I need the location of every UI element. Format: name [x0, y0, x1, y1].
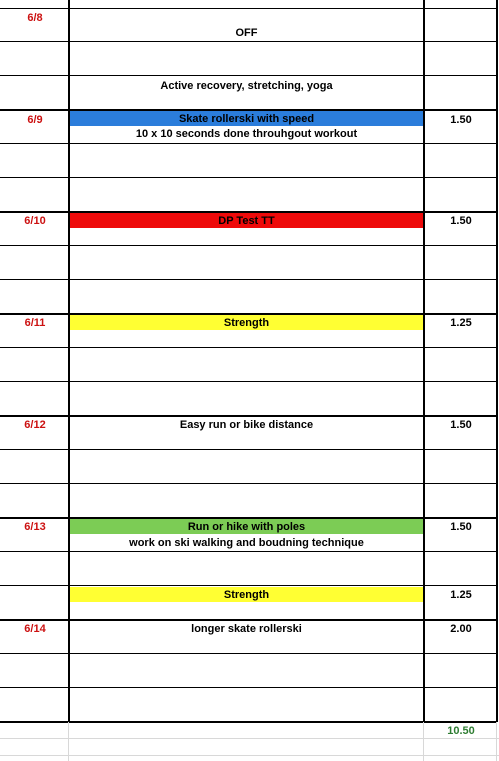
grid-line [0, 483, 497, 484]
date-cell: 6/11 [24, 317, 46, 329]
hours-cell: 1.25 [450, 317, 472, 329]
activity-cell: Strength [223, 589, 270, 601]
grid-line [0, 687, 497, 688]
grid-line [0, 551, 497, 552]
faint-grid-line [0, 738, 499, 739]
grid-line [0, 41, 497, 42]
grid-line [0, 279, 497, 280]
grid-line [0, 381, 497, 382]
activity-cell: longer skate rollerski [191, 623, 302, 635]
date-cell: 6/14 [24, 623, 46, 635]
hours-cell: 1.50 [450, 215, 472, 227]
activity-cell: Run or hike with poles [187, 521, 306, 533]
activity-cell: Active recovery, stretching, yoga [160, 80, 333, 92]
grid-line [0, 619, 497, 621]
grid-line [0, 449, 497, 450]
hours-cell: 1.25 [450, 589, 472, 601]
hours-cell: 1.50 [450, 114, 472, 126]
date-cell: 6/12 [24, 419, 46, 431]
date-cell: 6/8 [27, 12, 43, 24]
activity-cell: 10 x 10 seconds done throuhgout workout [135, 128, 358, 140]
date-cell: 6/10 [24, 215, 46, 227]
activity-cell: work on ski walking and boudning technique [129, 537, 364, 549]
hours-cell: 1.50 [450, 419, 472, 431]
activity-cell: Skate rollerski with speed [178, 113, 315, 125]
activity-cell: Easy run or bike distance [179, 419, 314, 431]
grid-line [0, 177, 497, 178]
hours-cell: 2.00 [450, 623, 472, 635]
activity-cell: DP Test TT [218, 215, 275, 227]
date-cell: 6/9 [27, 114, 43, 126]
activity-cell: OFF [235, 27, 258, 39]
faint-grid-line [68, 722, 69, 761]
grid-line [0, 8, 497, 9]
grid-line [0, 585, 497, 586]
faint-grid-line [0, 755, 499, 756]
activity-cell: Strength [223, 317, 270, 329]
faint-grid-line [423, 722, 424, 761]
date-cell: 6/13 [24, 521, 46, 533]
grid-line [0, 653, 497, 654]
grid-line [0, 245, 497, 246]
grid-line [0, 143, 497, 144]
total-hours: 10.50 [447, 725, 475, 737]
hours-cell: 1.50 [450, 521, 472, 533]
grid-line [0, 347, 497, 348]
grid-line [0, 415, 497, 417]
grid-line [0, 75, 497, 76]
